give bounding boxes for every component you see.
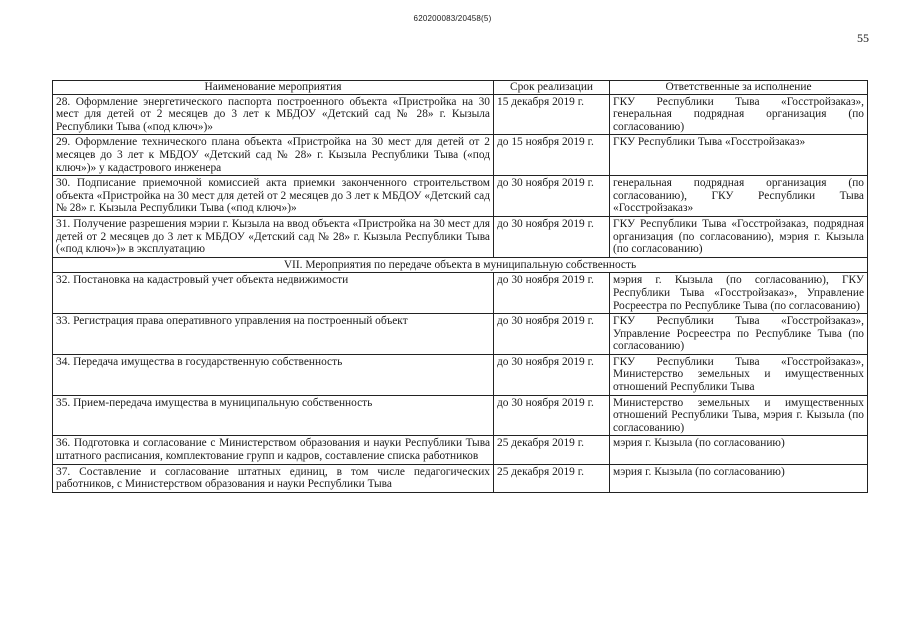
table-header-row	[53, 81, 868, 95]
section-title: VII. Мероприятия по передаче объекта в муниципальную собственность	[53, 257, 868, 273]
activity-responsible: ГКУ Республики Тыва «Госстройзаказ», Министерство земельных и имущественных отношений Республики Тыва	[610, 354, 868, 395]
column-header-deadline: Срок реализации	[494, 81, 610, 95]
activity-deadline: 15 декабря 2019 г.	[494, 94, 610, 135]
activity-deadline: 25 декабря 2019 г.	[494, 464, 610, 492]
activity-responsible: ГКУ Республики Тыва «Госстройзаказ»	[610, 135, 868, 176]
activity-name: 36. Подготовка и согласование с Министерством образования и науки Республики Тыва штатного расписания, комплектование групп и кадров, составление списка работников	[53, 436, 494, 464]
table-row	[53, 436, 868, 464]
activity-deadline: до 30 ноября 2019 г.	[494, 216, 610, 257]
document-code: 620200083/20458(5)	[413, 14, 492, 23]
activity-name: 30. Подписание приемочной комиссией акта приемки законченного строительством объекта «Пристройка на 30 мест для детей от 2 месяцев до 3 лет к МБДОУ «Детский сад № 28» г. Кызыла Республики Тыва («под ключ»)»	[53, 176, 494, 217]
table-row	[53, 176, 868, 217]
activity-name: 32. Постановка на кадастровый учет объекта недвижимости	[53, 273, 494, 314]
activity-deadline: до 30 ноября 2019 г.	[494, 314, 610, 355]
table-row	[53, 216, 868, 257]
table-row	[53, 94, 868, 135]
activity-name: 34. Передача имущества в государственную собственность	[53, 354, 494, 395]
activity-name: 28. Оформление энергетического паспорта построенного объекта «Пристройка на 30 мест для детей от 2 месяцев до 3 лет к МБДОУ «Детский сад № 28» г. Кызыла Республики Тыва («под ключ»)»	[53, 94, 494, 135]
activity-name: 33. Регистрация права оперативного управления на построенный объект	[53, 314, 494, 355]
activity-responsible: генеральная подрядная организация (по согласованию), ГКУ Республики Тыва «Госстройзаказ»	[610, 176, 868, 217]
activity-responsible: Министерство земельных и имущественных отношений Республики Тыва, мэрия г. Кызыла (по согласованию)	[610, 395, 868, 436]
activity-responsible: мэрия г. Кызыла (по согласованию), ГКУ Республики Тыва «Госстройзаказ», Управление Росреестра по Республике Тыва (по согласованию)	[610, 273, 868, 314]
table-row	[53, 395, 868, 436]
activity-deadline: до 30 ноября 2019 г.	[494, 273, 610, 314]
table-body	[53, 94, 868, 492]
section-row	[53, 257, 868, 273]
activity-responsible: ГКУ Республики Тыва «Госстройзаказ», генеральная подрядная организация (по согласованию)	[610, 94, 868, 135]
table-row	[53, 464, 868, 492]
table-row	[53, 314, 868, 355]
table-row	[53, 273, 868, 314]
activity-responsible: мэрия г. Кызыла (по согласованию)	[610, 464, 868, 492]
activity-deadline: до 30 ноября 2019 г.	[494, 176, 610, 217]
activity-deadline: до 30 ноября 2019 г.	[494, 354, 610, 395]
activities-table	[52, 80, 868, 493]
table-row	[53, 354, 868, 395]
activity-name: 31. Получение разрешения мэрии г. Кызыла на ввод объекта «Пристройка на 30 мест для детей от 2 месяцев до 3 лет к МБДОУ «Детский сад № 28» г. Кызыла Республики Тыва («под ключ»)» в эксплуатацию	[53, 216, 494, 257]
activity-responsible: ГКУ Республики Тыва «Госстройзаказ, подрядная организация (по согласованию), мэрия г. Кызыла (по согласованию)	[610, 216, 868, 257]
activity-name: 37. Составление и согласование штатных единиц, в том числе педагогических работников, с Министерством образования и науки Республики Тыва	[53, 464, 494, 492]
column-header-name: Наименование мероприятия	[53, 81, 494, 95]
activity-responsible: ГКУ Республики Тыва «Госстройзаказ», Управление Росреестра по Республике Тыва (по согласованию)	[610, 314, 868, 355]
column-header-responsible: Ответственные за исполнение	[610, 81, 868, 95]
page-number: 55	[857, 31, 869, 45]
table-row	[53, 135, 868, 176]
activity-deadline: 25 декабря 2019 г.	[494, 436, 610, 464]
activity-deadline: до 30 ноября 2019 г.	[494, 395, 610, 436]
activity-name: 29. Оформление технического плана объекта «Пристройка на 30 мест для детей от 2 месяцев до 3 лет к МБДОУ «Детский сад № 28» г. Кызыла Республики Тыва («под ключ»)» у кадастрового инженера	[53, 135, 494, 176]
activity-deadline: до 15 ноября 2019 г.	[494, 135, 610, 176]
activity-responsible: мэрия г. Кызыла (по согласованию)	[610, 436, 868, 464]
activity-name: 35. Прием-передача имущества в муниципальную собственность	[53, 395, 494, 436]
